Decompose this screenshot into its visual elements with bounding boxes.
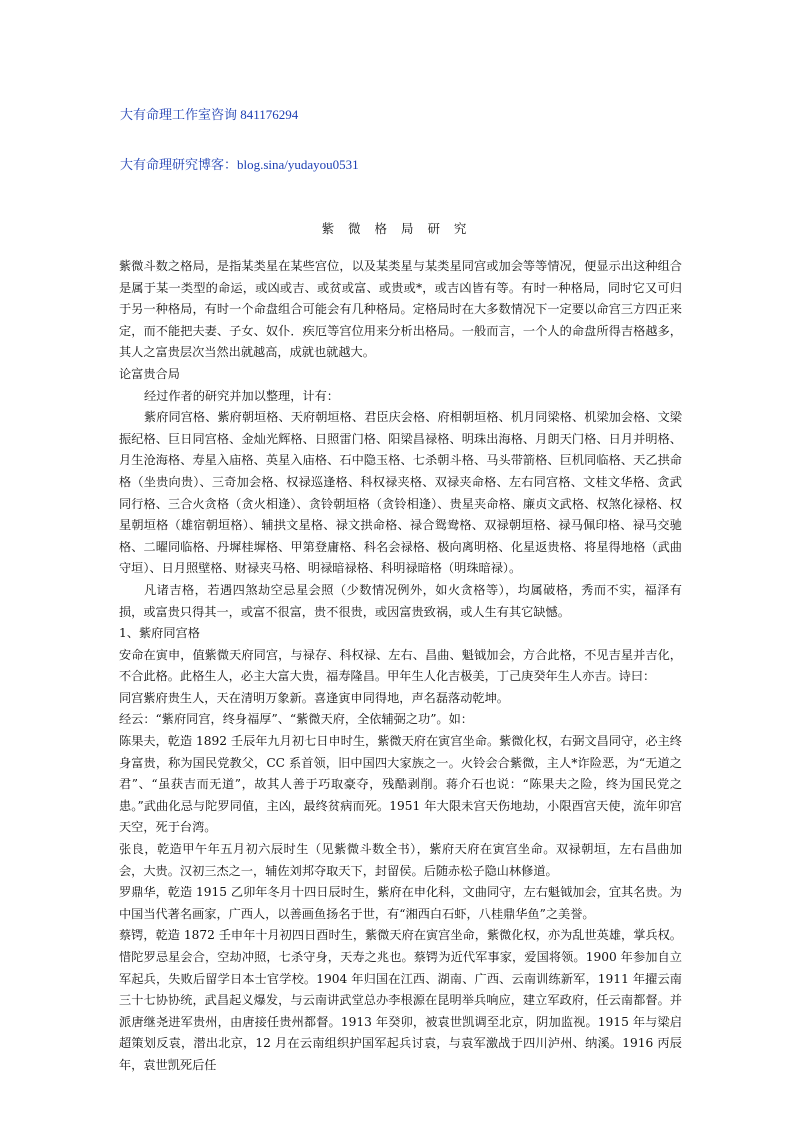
section-heading: 论富贵合局 xyxy=(119,366,180,381)
classic-quote: 经云：“紫府同宫，终身福厚”、“紫微天府，全依辅弼之功”。如： xyxy=(119,712,473,727)
example-paragraph: 陈果夫，乾造 1892 壬辰年九月初七日申时生，紫微天府在寅宫坐命。紫微化权，右弼文昌同守，必主终身富贵，称为国民党教父，CC 系首领，旧中国四大家族之一。火铃会合紫微，主人*诈险恶，为“无道之君”、“虽获吉而无道”，故其人善于巧取豪夺，残酷剥削。蒋介石也说：“陈果夫之险，终为国民党之患。”武曲化忌与陀罗同值，主凶，最终贫病而死。1951 年大限未宫天伤地劫，小限酉宫天使，流年卯宫天空，死于台湾。 xyxy=(119,734,682,835)
paragraph: 经过作者的研究并加以整理，计有： xyxy=(144,388,339,403)
document-title: 紫 微 格 局 研 究 xyxy=(321,221,472,236)
blog-address-line: 大有命理研究博客：blog.sina/yudayou0531 xyxy=(120,157,359,172)
poem-line: 同宫紫府贵生人，天在清明万象新。喜逢寅申同得地，声名磊落动乾坤。 xyxy=(119,690,509,705)
studio-contact-line: 大有命理工作室咨询 841176294 xyxy=(120,107,299,122)
paragraph: 紫微斗数之格局，是指某类星在某些宫位，以及某类星与某类星同宫或加会等等情况，便显示出这种组合是属于某一类型的命运，或凶或吉、或贫或富、或贵或*，或吉凶皆有等。有时一种格局，同时它又可归于另一种格局，有时一个命盘组合可能会有几种格局。定格局时在大多数情况下一定要以命宫三方四正来定，而不能把夫妻、子女、奴仆．疾厄等宫位用来分析出格局。一般而言，一个人的命盘所得吉格越多，其人之富贵层次当然出就越高，成就也就越大。 xyxy=(119,259,682,360)
section-heading: 1、紫府同宫格 xyxy=(119,626,200,641)
example-paragraph: 张良，乾造甲午年五月初六辰时生（见紫微斗数全书），紫府天府在寅宫坐命。双禄朝垣，左右昌曲加会，大贵。汉初三杰之一，辅佐刘邦夺取天下，封留侯。后随赤松子隐山林修道。 xyxy=(119,842,682,878)
document-body xyxy=(119,256,682,1077)
pattern-list-paragraph: 紫府同宫格、紫府朝垣格、天府朝垣格、君臣庆会格、府相朝垣格、机月同梁格、机梁加会格、文梁振纪格、巨日同宫格、金灿光辉格、日照雷门格、阳梁昌禄格、明珠出海格、月朗天门格、日月并明格、月生沧海格、寿星入庙格、英星入庙格、石中隐玉格、七杀朝斗格、马头带箭格、巨机同临格、天乙拱命格（坐贵向贵）、三奇加会格、权禄巡逢格、科权禄夹格、双禄夹命格、左右同宫格、文桂文华格、贪武同行格、三合火贪格（贪火相逢）、贪铃朝垣格（贪铃相逢）、贵星夹命格、廉贞文武格、权煞化禄格、权星朝垣格（雄宿朝垣格）、辅拱文星格、禄文拱命格、禄合鸳鸯格、双禄朝垣格、禄马佩印格、禄马交驰格、二曜同临格、丹墀桂墀格、甲第登庸格、科名会禄格、极向离明格、化星返贵格、将星得地格（武曲守垣）、日月照壁格、财禄夹马格、明禄暗禄格、科明禄暗格（明珠暗禄）。 xyxy=(119,410,682,576)
example-paragraph: 蔡锷，乾造 1872 壬申年十月初四日酉时生，紫微天府在寅宫坐命，紫微化权，亦为乱世英雄，掌兵权。惜陀罗忌星会合，空劫冲照，七杀守身，天寿之兆也。蔡锷为近代军事家，爱国将领。1900 年参加自立军起兵，失败后留学日本士官学校。1904 年归国在江西、湖南、广西、云南训练新军，1911 年擢云南三十七协协统，武昌起义爆发，与云南讲武堂总办李根源在昆明举兵响应，建立军政府，任云南都督。并派唐继尧进军贵州，由唐接任贵州都督。1913 年癸卯，被袁世凯调至北京，阴加监视。1915 年与梁启超策划反袁，潜出北京，12 月在云南组织护国军起兵讨袁，与袁军激战于四川泸州、纳溪。1916 丙辰年，袁世凯死后任 xyxy=(119,928,682,1072)
paragraph: 凡诸吉格，若遇四煞劫空忌星会照（少数情况例外，如火贪格等），均属破格，秀而不实，福泽有损，或富贵只得其一，或富不很富，贵不很贵，或因富贵致祸，或人生有其它缺憾。 xyxy=(119,582,682,619)
example-paragraph: 罗鼎华，乾造 1915 乙卯年冬月十四日辰时生，紫府在申化科，文曲同守，左右魁钺加会，宜其名贵。为中国当代著名画家，广西人，以善画鱼扬名于世，有“湘西白石虾，八桂鼎华鱼”之美誉。 xyxy=(119,885,682,921)
paragraph: 安命在寅申，值紫微天府同宫，与禄存、科权禄、左右、昌曲、魁钺加会，方合此格，不见吉星并吉化，不合此格。此格生人，必主大富大贵，福寿隆昌。甲年生人化吉极美，丁己庚癸年生人亦吉。诗曰： xyxy=(119,647,682,684)
